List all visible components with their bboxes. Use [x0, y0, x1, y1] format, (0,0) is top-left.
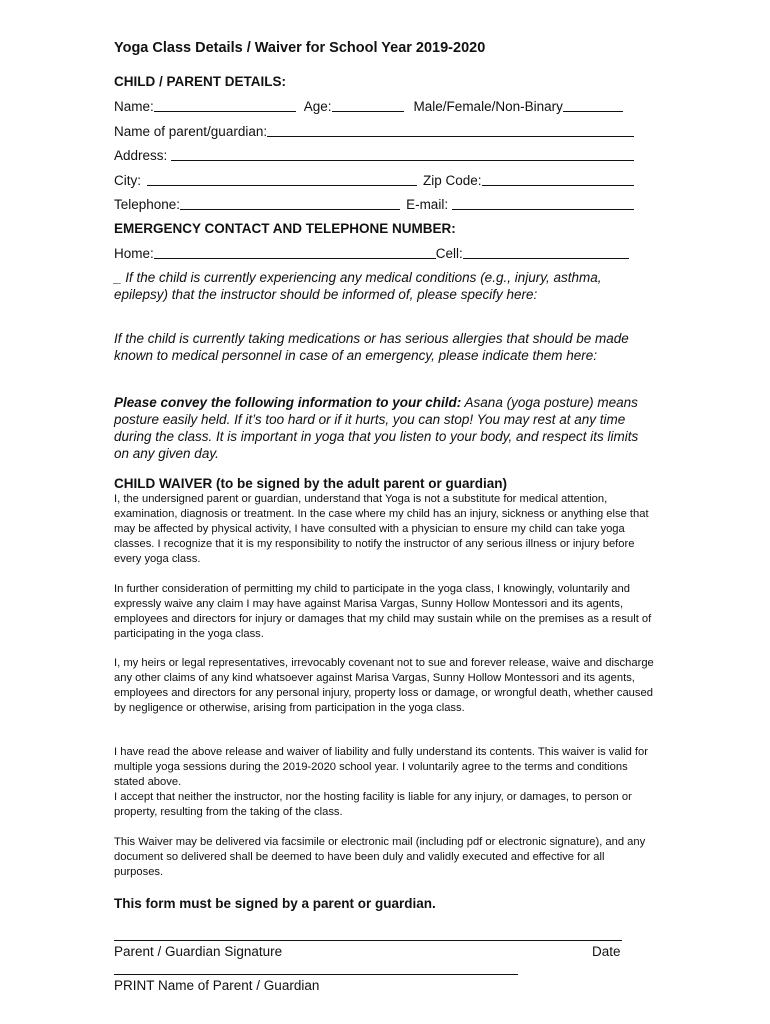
- parent-name-row: [114, 124, 634, 139]
- age-field[interactable]: [332, 99, 404, 112]
- telephone-label: Telephone:: [114, 197, 181, 212]
- waiver-paragraph-2: In further consideration of permitting my child to participate in the yoga class, I knowingly, voluntarily and expressly waive any claim I may have against Marisa Vargas, Sunny Hollow Montessori and its agents, employees and directors for injury or damages that my child may sustain while on the premises as a result of participating in the yoga class.: [114, 583, 652, 640]
- signature-line[interactable]: [114, 940, 622, 941]
- waiver-heading: CHILD WAIVER (to be signed by the adult parent or guardian): [114, 476, 508, 491]
- city-field[interactable]: [147, 173, 417, 186]
- city-label: City:: [114, 173, 141, 188]
- city-zip-row: [114, 173, 634, 188]
- address-row: [114, 148, 634, 163]
- convey-info-text: Asana (yoga posture) means posture easily held. If it’s too hard or if it hurts, you can stop! You may rest at any time during the class. It is important in yoga that you listen to your body, and respect its limits on any given day.: [114, 395, 639, 461]
- email-label: E-mail:: [406, 197, 449, 212]
- address-field[interactable]: [171, 148, 634, 161]
- gender-field[interactable]: [563, 99, 623, 112]
- age-label: Age:: [303, 99, 332, 114]
- name-label: Name:: [114, 99, 154, 114]
- convey-info-paragraph: [114, 394, 654, 462]
- print-name-label: PRINT Name of Parent / Guardian: [114, 978, 320, 993]
- document-title: Yoga Class Details / Waiver for School Year 2019-2020: [114, 40, 486, 56]
- zip-field[interactable]: [482, 173, 634, 186]
- address-label: Address:: [114, 148, 168, 163]
- email-field[interactable]: [452, 197, 634, 210]
- convey-info-lead: Please convey the following information to your child:: [114, 395, 462, 410]
- waiver-paragraph-5: I accept that neither the instructor, nor the hosting facility is liable for any injury, or damages, to person or property, resulting from the taking of the class.: [114, 791, 632, 818]
- cell-label: Cell:: [435, 246, 463, 261]
- zip-label: Zip Code:: [423, 173, 482, 188]
- waiver-paragraph-1: I, the undersigned parent or guardian, understand that Yoga is not a substitute for medical attention, examination, diagnosis or treatment. In the case where my child has an injury, sickness or anything else that may be affected by physical activity, I have consulted with a physician to ensure my child can take yoga classes. I recognize that it is my responsibility to notify the instructor of any serious illness or injury before every yoga class.: [114, 493, 649, 565]
- home-label: Home:: [114, 246, 154, 261]
- waiver-paragraph-6: This Waiver may be delivered via facsimile or electronic mail (including pdf or electronic signature), and any document so delivered shall be deemed to have been duly and validly executed and effective for all purposes.: [114, 836, 646, 878]
- parent-name-label: Name of parent/guardian:: [114, 124, 268, 139]
- gender-label: Male/Female/Non-Binary: [413, 99, 563, 114]
- waiver-paragraph-3: I, my heirs or legal representatives, irrevocably covenant not to sue and forever release, waive and discharge any other claims of any kind whatsoever against Marisa Vargas, Sunny Hollow Montessori and its agents, employees and directors for any personal injury, property loss or damage, or wrongful death, whether caused by negligence or otherwise, arising from participation in the yoga class.: [114, 657, 654, 714]
- telephone-field[interactable]: [180, 197, 400, 210]
- medical-conditions-note: _ If the child is currently experiencing any medical conditions (e.g., injury, asthma, epilepsy) that the instructor should be informed of, please specify here:: [114, 270, 602, 302]
- print-name-line[interactable]: [114, 974, 518, 975]
- must-sign-note: This form must be signed by a parent or guardian.: [114, 896, 436, 911]
- home-cell-row: [114, 246, 629, 261]
- date-label: Date: [592, 944, 621, 959]
- name-field[interactable]: [154, 99, 296, 112]
- child-parent-heading: CHILD / PARENT DETAILS:: [114, 74, 286, 89]
- emergency-heading: EMERGENCY CONTACT AND TELEPHONE NUMBER:: [114, 221, 456, 236]
- name-age-row: [114, 99, 634, 114]
- parent-name-field[interactable]: [267, 124, 634, 137]
- home-field[interactable]: [154, 246, 436, 259]
- medications-note: If the child is currently taking medications or has serious allergies that should be made known to medical personnel in case of an emergency, please indicate them here:: [114, 331, 629, 363]
- signature-label: Parent / Guardian Signature: [114, 944, 283, 959]
- cell-field[interactable]: [463, 246, 629, 259]
- waiver-paragraph-4: I have read the above release and waiver of liability and fully understand its contents. This waiver is valid for multiple yoga sessions during the 2019-2020 school year. I voluntarily agree to the terms and conditions stated above.: [114, 746, 648, 788]
- telephone-email-row: [114, 197, 634, 212]
